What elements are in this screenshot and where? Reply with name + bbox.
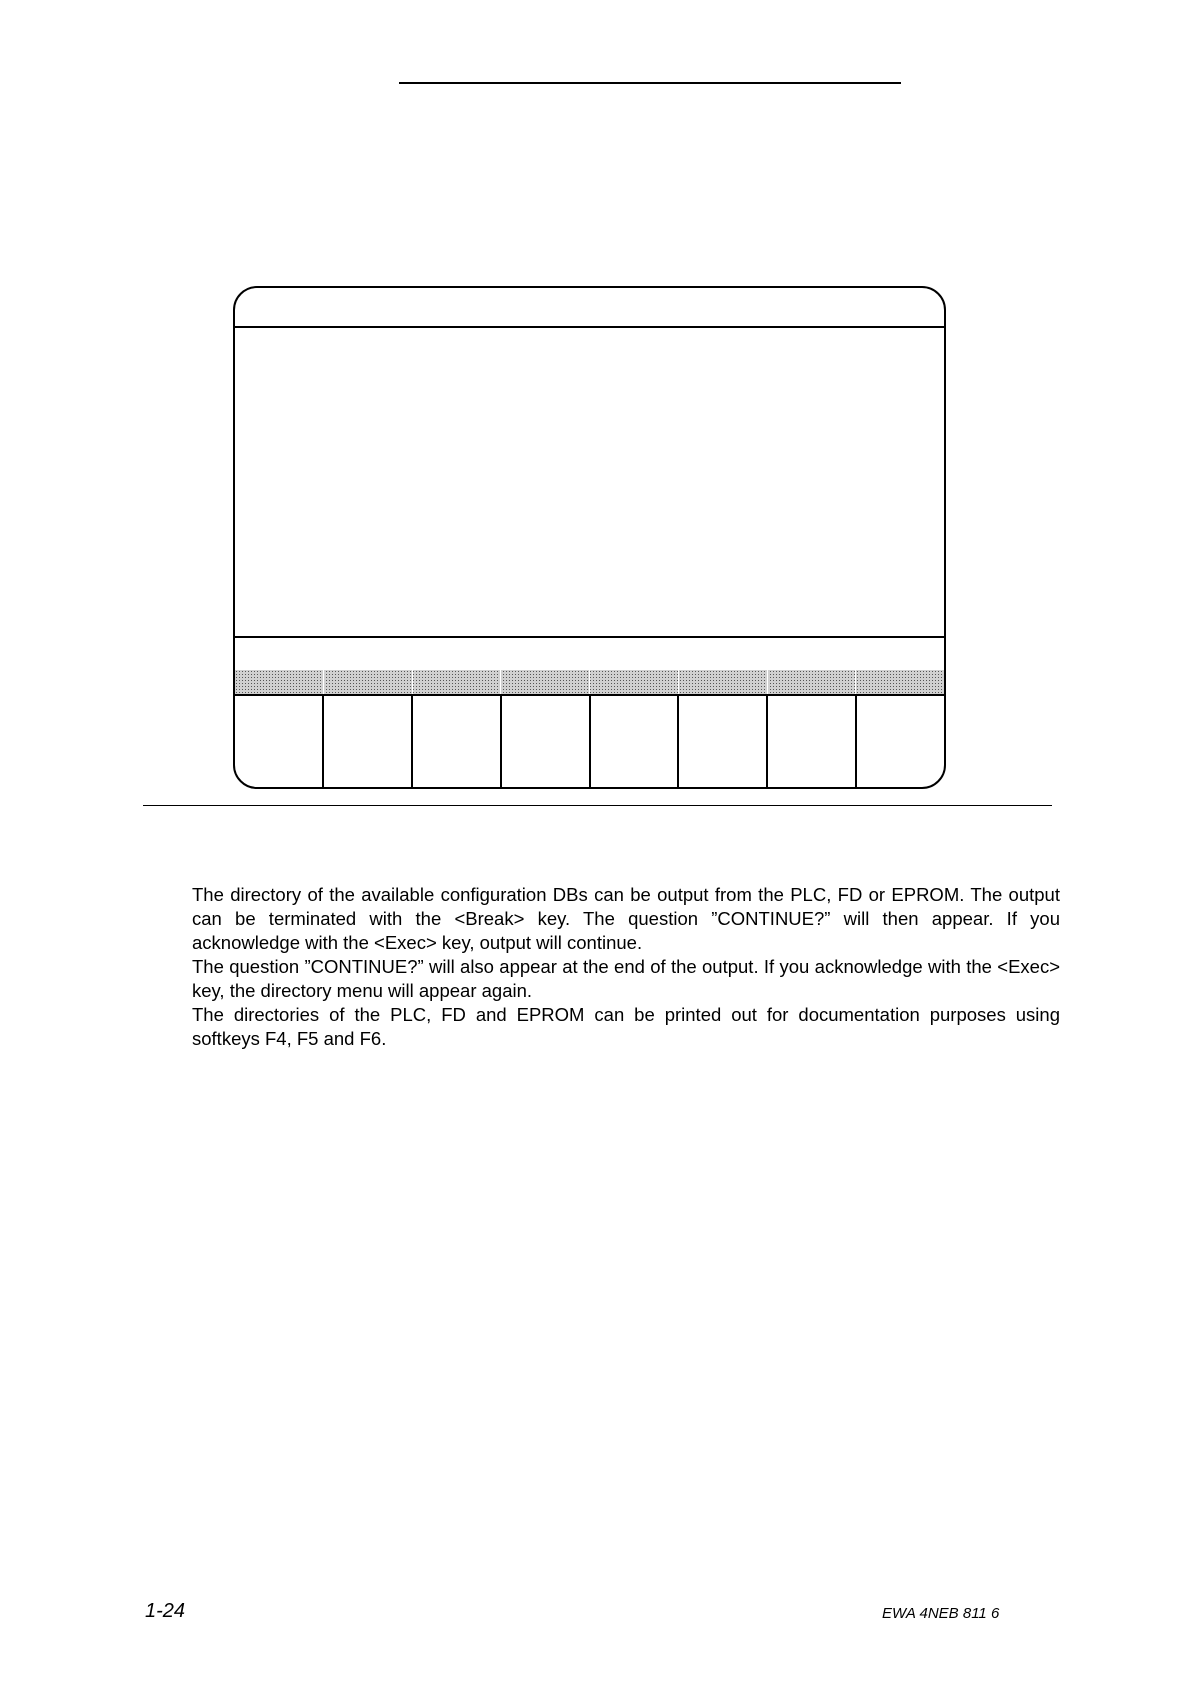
screen-message-line	[235, 636, 944, 672]
softkey-f1[interactable]	[235, 696, 324, 787]
softkey-f7[interactable]	[768, 696, 857, 787]
softkey-hatch	[235, 670, 324, 694]
softkey-hatch	[856, 670, 944, 694]
softkey-row	[235, 696, 944, 787]
softkey-hatch	[501, 670, 590, 694]
figure-rule	[143, 805, 1052, 806]
header-rule	[399, 82, 901, 84]
softkey-hatch	[590, 670, 679, 694]
softkey-f8[interactable]	[857, 696, 944, 787]
softkey-hatch	[413, 670, 502, 694]
document-id: EWA 4NEB 811 6	[882, 1605, 1000, 1622]
softkey-f3[interactable]	[413, 696, 502, 787]
softkey-f2[interactable]	[324, 696, 413, 787]
paragraph: The directory of the available configuration DBs can be output from the PLC, FD or EPROM. The output can be terminated with the <Break> key. The question ”CONTINUE?” will then appear. If you acknowledge with the <Exec> key, output will continue.	[192, 884, 1060, 953]
page-number: 1-24	[145, 1600, 186, 1622]
paragraph: The question ”CONTINUE?” will also appear at the end of the output. If you acknowledge with the <Exec> key, the directory menu will appear again.	[192, 956, 1060, 1001]
softkey-hatch	[679, 670, 768, 694]
paragraph: The directories of the PLC, FD and EPROM can be printed out for documentation purposes using softkeys F4, F5 and F6.	[192, 1004, 1060, 1049]
softkey-hatch-strip	[235, 670, 944, 696]
softkey-f6[interactable]	[679, 696, 768, 787]
screen-work-area	[235, 328, 944, 636]
softkey-hatch	[768, 670, 857, 694]
softkey-f5[interactable]	[591, 696, 680, 787]
body-text	[192, 883, 1060, 1051]
screen-title-bar	[235, 288, 944, 328]
softkey-hatch	[324, 670, 413, 694]
softkey-f4[interactable]	[502, 696, 591, 787]
screen-diagram	[233, 286, 946, 789]
